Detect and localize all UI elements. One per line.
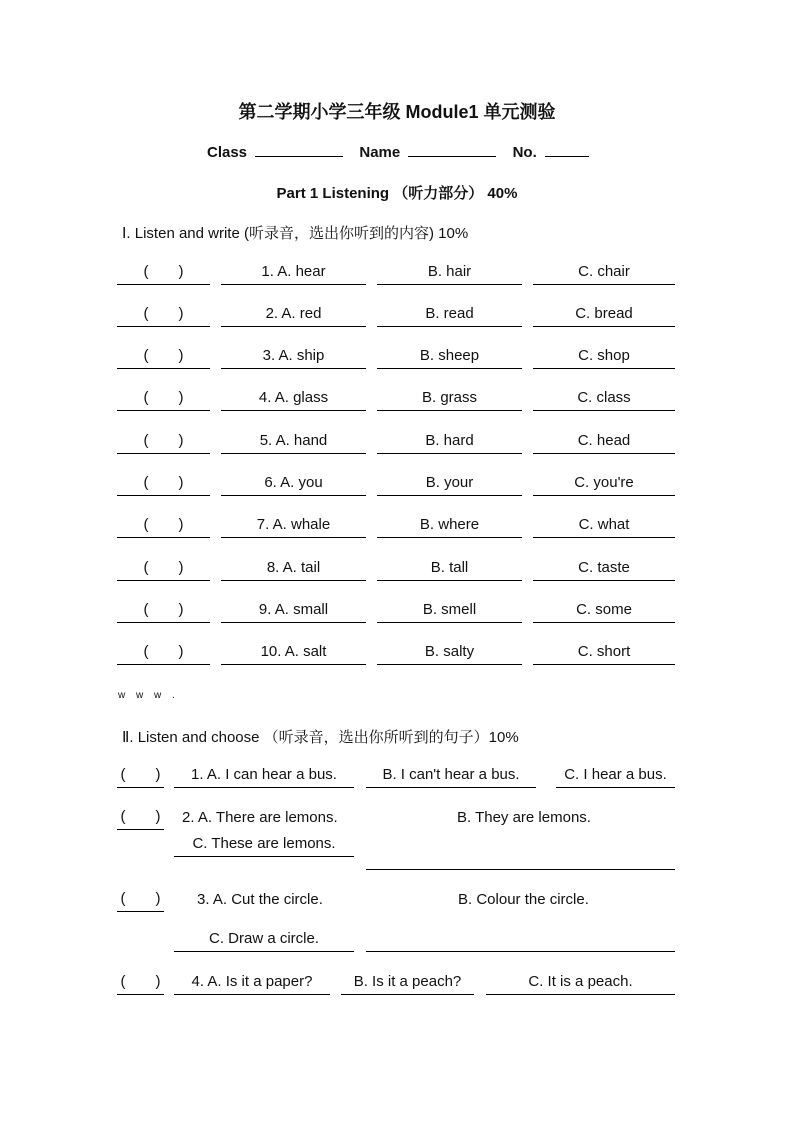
option-c: C. head (533, 431, 675, 454)
option-b: B. salty (377, 642, 522, 665)
answer-blank[interactable]: ( ) (117, 889, 164, 912)
option-b: B. Colour the circle. (458, 891, 589, 908)
answer-blank[interactable]: ( ) (117, 304, 210, 327)
answer-blank[interactable]: ( ) (117, 807, 164, 830)
page-title: 第二学期小学三年级 Module1 单元测验 (238, 102, 556, 122)
section2-heading: Ⅱ. Listen and choose （听录音，选出你所听到的句子）10% (122, 729, 519, 746)
option-a: 3. A. Cut the circle. (197, 891, 323, 908)
option-b: B. hard (377, 431, 522, 454)
answer-blank[interactable]: ( ) (117, 765, 164, 788)
student-info (207, 142, 589, 161)
option-c: C. short (533, 642, 675, 665)
option-a: 1. A. hear (221, 262, 366, 285)
no-label: No. (512, 144, 537, 161)
answer-blank[interactable]: ( ) (117, 388, 210, 411)
option-c: C. bread (533, 304, 675, 327)
option-a: 7. A. whale (221, 515, 366, 538)
option-c: C. chair (533, 262, 675, 285)
option-b: B. read (377, 304, 522, 327)
option-a: 2. A. red (221, 304, 366, 327)
option-a: 10. A. salt (221, 642, 366, 665)
answer-blank[interactable]: ( ) (117, 262, 210, 285)
option-b: B. grass (377, 388, 522, 411)
option-a: 4. A. glass (221, 388, 366, 411)
answer-line (366, 869, 675, 870)
option-c: C. some (533, 600, 675, 623)
option-b: B. tall (377, 558, 522, 581)
class-label: Class (207, 144, 248, 161)
option-a: 1. A. I can hear a bus. (174, 765, 354, 788)
option-b: B. where (377, 515, 522, 538)
option-b: B. They are lemons. (457, 809, 591, 826)
option-b: B. sheep (377, 346, 522, 369)
option-b: B. hair (377, 262, 522, 285)
option-c: C. It is a peach. (486, 972, 675, 995)
option-c: C. shop (533, 346, 675, 369)
option-c: C. These are lemons. (174, 834, 354, 857)
option-b: B. smell (377, 600, 522, 623)
option-a: 8. A. tail (221, 558, 366, 581)
no-blank[interactable] (545, 142, 589, 157)
section1-heading: Ⅰ. Listen and write (听录音，选出你听到的内容) 10% (122, 225, 469, 242)
name-label: Name (359, 144, 401, 161)
option-c: C. I hear a bus. (556, 765, 675, 788)
option-b: B. your (377, 473, 522, 496)
answer-blank[interactable]: ( ) (117, 473, 210, 496)
option-a: 2. A. There are lemons. (182, 809, 338, 826)
watermark-text: w w w . (118, 690, 179, 701)
option-a: 5. A. hand (221, 431, 366, 454)
name-blank[interactable] (408, 142, 496, 157)
answer-blank[interactable]: ( ) (117, 515, 210, 538)
option-c: C. taste (533, 558, 675, 581)
answer-blank[interactable]: ( ) (117, 431, 210, 454)
option-b: B. I can't hear a bus. (366, 765, 536, 788)
option-a: 9. A. small (221, 600, 366, 623)
option-a: 4. A. Is it a paper? (174, 972, 330, 995)
class-blank[interactable] (255, 142, 343, 157)
option-c: C. you're (533, 473, 675, 496)
answer-blank[interactable]: ( ) (117, 558, 210, 581)
option-a: 3. A. ship (221, 346, 366, 369)
option-c: C. class (533, 388, 675, 411)
part1-heading: Part 1 Listening （听力部分） 40% (276, 185, 518, 202)
option-c: C. what (533, 515, 675, 538)
option-a: 6. A. you (221, 473, 366, 496)
answer-blank[interactable]: ( ) (117, 972, 164, 995)
answer-blank[interactable]: ( ) (117, 600, 210, 623)
answer-blank[interactable]: ( ) (117, 346, 210, 369)
option-b: B. Is it a peach? (341, 972, 474, 995)
option-c: C. Draw a circle. (174, 929, 354, 952)
answer-blank[interactable]: ( ) (117, 642, 210, 665)
answer-line (366, 951, 675, 952)
